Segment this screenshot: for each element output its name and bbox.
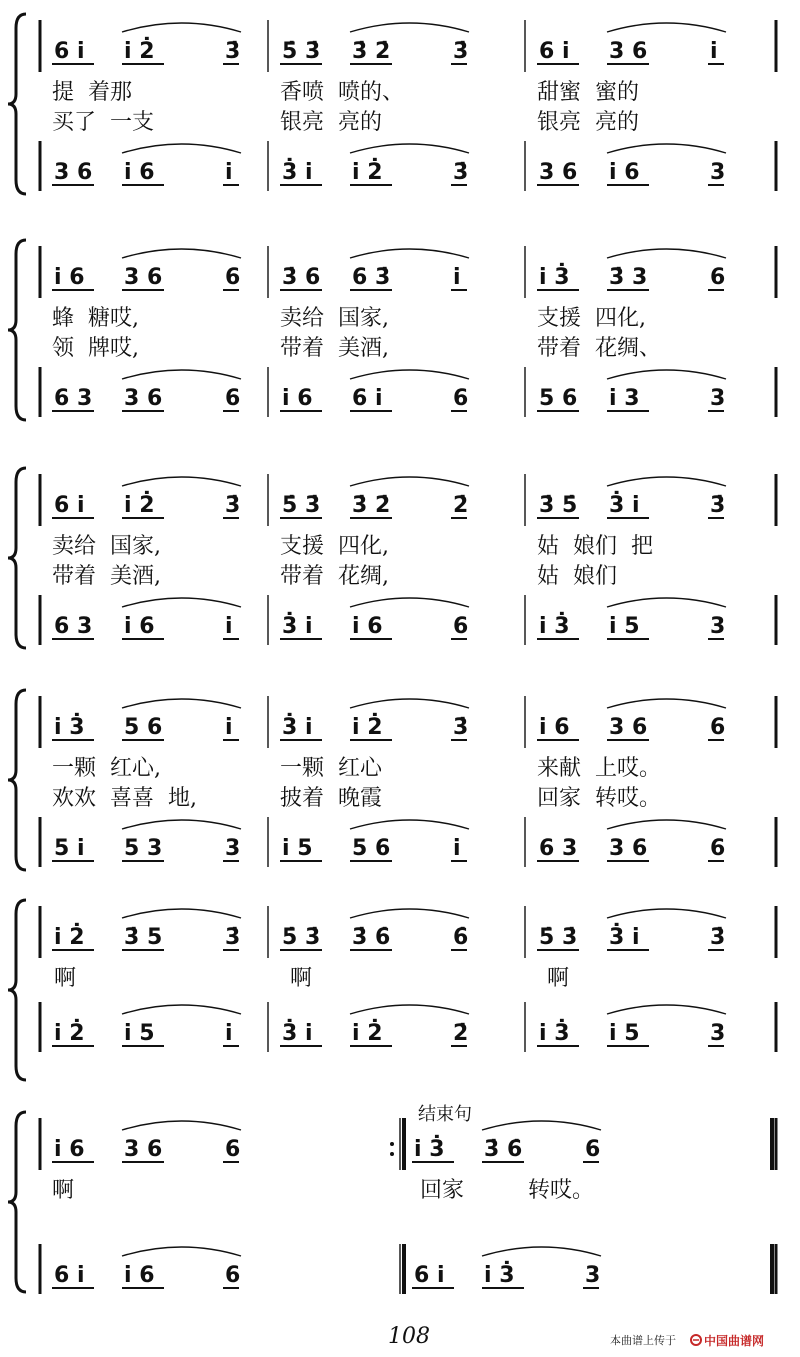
upper-note-group: 3̇	[453, 715, 469, 740]
lower-note-group: 5 3	[124, 836, 163, 861]
slur	[607, 598, 726, 607]
score-systems	[8, 14, 776, 1294]
lyric-line-1: 卖给 国家,	[280, 306, 389, 331]
lower-note-group: 6	[225, 386, 241, 411]
lyric-line-1: 提 着那	[52, 80, 132, 105]
section-label-ending: 结束句	[418, 1104, 472, 1125]
lower-note-group: 3	[710, 160, 726, 185]
slur	[350, 1005, 469, 1014]
upper-note-group: i 6	[54, 265, 85, 290]
slur	[350, 249, 469, 258]
slur	[607, 23, 726, 32]
lyric-line-2: 带着 美酒,	[52, 564, 161, 589]
upper-note-group: 3̇ 5	[124, 925, 163, 950]
lyric-line-1: 蜂 糖哎,	[52, 306, 139, 331]
upper-note-group: 6 3̇	[352, 265, 391, 290]
slur	[350, 699, 469, 708]
score-system	[8, 1112, 776, 1294]
lyric-line-2: 银亮 亮的	[280, 110, 382, 135]
lower-note-group: i 3	[609, 386, 640, 411]
upper-note-group: 3̇	[710, 925, 726, 950]
upper-note-group: 3 6	[609, 715, 648, 740]
slur	[122, 909, 241, 918]
lower-note-group: 3 6	[539, 160, 578, 185]
lower-note-group: i 3̇	[539, 614, 570, 639]
lower-note-group: i 6	[124, 1263, 155, 1288]
lower-note-group: i 2̇	[352, 1021, 383, 1046]
lower-note-group: 5 i	[54, 836, 85, 861]
upper-note-group: 6 i	[539, 39, 570, 64]
footer-upload-text: 本曲谱上传于	[610, 1334, 676, 1347]
lower-note-group: i	[225, 1021, 233, 1046]
upper-note-group: i 3̇	[539, 265, 570, 290]
slur	[482, 1121, 601, 1130]
slur	[122, 23, 241, 32]
lyric-line-2: 买了 一支	[52, 110, 154, 135]
lyric-line-1: 来献 上哎。	[537, 756, 661, 781]
slur	[122, 249, 241, 258]
lower-note-group: 6 3	[539, 836, 578, 861]
system-brace	[8, 1112, 26, 1292]
lower-note-group: i 3̇	[484, 1263, 515, 1288]
lyric-line-1: 甜蜜 蜜的	[537, 80, 639, 105]
upper-note-group: 5̇ 3̇	[539, 925, 578, 950]
lower-note-group: i 2̇	[54, 1021, 85, 1046]
upper-note-group: i	[453, 265, 461, 290]
slur	[607, 477, 726, 486]
lower-note-group: i 5	[609, 1021, 640, 1046]
lyric-line-2: 带着 花绸,	[280, 564, 389, 589]
slur	[482, 1247, 601, 1256]
upper-note-group: 6̇	[453, 925, 469, 950]
lower-note-group: 3	[225, 836, 241, 861]
slur	[122, 1005, 241, 1014]
lyric-line-2: 带着 花绸、	[537, 336, 661, 361]
slur	[607, 370, 726, 379]
lower-note-group: 2̇	[453, 1021, 469, 1046]
lyric-line-2: 披着 晚霞	[280, 786, 382, 811]
score-system	[8, 14, 776, 194]
upper-note-group: 3̇ 2̇	[352, 39, 391, 64]
lower-note-group: 5 6	[539, 386, 578, 411]
slur	[122, 370, 241, 379]
lyric-line-1: 啊	[547, 966, 570, 991]
upper-note-group: i 2̇	[352, 715, 383, 740]
lower-note-group: i 6	[124, 614, 155, 639]
upper-note-group: 2̇	[453, 493, 469, 518]
lyric-line-2: 领 牌哎,	[52, 336, 139, 361]
slur	[350, 820, 469, 829]
lyric-line-1: 回家	[420, 1178, 465, 1203]
upper-note-group: 3 6	[609, 39, 648, 64]
system-brace	[8, 900, 26, 1080]
lower-note-group: i	[453, 836, 461, 861]
slur	[607, 144, 726, 153]
score-system	[8, 468, 776, 648]
lyric-line-1: 一颗 红心,	[52, 756, 161, 781]
slur	[122, 144, 241, 153]
lower-note-group: 3	[710, 614, 726, 639]
upper-note-group: i 3̇	[54, 715, 85, 740]
upper-note-group: 5̇ 3̇	[282, 925, 321, 950]
system-brace	[8, 14, 26, 194]
lower-note-group: i 5	[609, 614, 640, 639]
repeat-dot	[390, 1142, 394, 1146]
lyric-line-2: 银亮 亮的	[537, 110, 639, 135]
lower-note-group: i 2̇	[352, 160, 383, 185]
lower-note-group: 6 3	[54, 386, 93, 411]
lower-note-group: i 6	[282, 386, 313, 411]
slur	[122, 1121, 241, 1130]
slur	[350, 598, 469, 607]
slur	[350, 477, 469, 486]
slur	[122, 699, 241, 708]
lower-note-group: 6	[225, 1263, 241, 1288]
lyric-line-2: 姑 娘们	[537, 564, 617, 589]
lower-note-group: i 6	[352, 614, 383, 639]
lower-note-group: 3 6	[124, 386, 163, 411]
upper-note-group: i 2̇	[124, 39, 155, 64]
upper-note-group: 6 i	[54, 39, 85, 64]
system-brace	[8, 468, 26, 648]
upper-note-group: i 6	[539, 715, 570, 740]
lower-note-group: 6	[710, 836, 726, 861]
lyric-line-1: 香喷 喷的、	[280, 80, 404, 105]
upper-note-group: 6	[710, 715, 726, 740]
lower-note-group: i 6	[124, 160, 155, 185]
upper-note-group: 3̇ 6	[282, 265, 321, 290]
lower-note-group: i 3̇	[539, 1021, 570, 1046]
lyric-line-1: 卖给 国家,	[52, 534, 161, 559]
slur	[607, 909, 726, 918]
lyric-line-1: 啊	[290, 966, 313, 991]
upper-note-group: i 2̇	[124, 493, 155, 518]
lower-note-group: 5 6	[352, 836, 391, 861]
upper-note-group: 3̇ 6̇	[484, 1137, 523, 1162]
lower-note-group: 6	[453, 614, 469, 639]
page-number: 108	[388, 1324, 430, 1349]
slur	[607, 820, 726, 829]
repeat-dot	[390, 1152, 394, 1156]
lower-note-group: 3	[585, 1263, 601, 1288]
lyric-line-2: 带着 美酒,	[280, 336, 389, 361]
lower-note-group: 3̇	[453, 160, 469, 185]
lower-note-group: 6 i	[352, 386, 383, 411]
lower-note-group: 3̇ i	[282, 614, 313, 639]
upper-note-group: 3̇	[710, 493, 726, 518]
upper-note-group: 6	[225, 265, 241, 290]
lower-note-group: 3	[710, 1021, 726, 1046]
site-logo-icon	[691, 1335, 701, 1345]
upper-note-group: 3̇	[453, 39, 469, 64]
upper-note-group: 3 6	[124, 265, 163, 290]
lyric-line-2: 回家 转哎。	[537, 786, 661, 811]
upper-note-group: 5 6	[124, 715, 163, 740]
upper-note-group: 6	[710, 265, 726, 290]
upper-note-group: 3̇ i	[282, 715, 313, 740]
slur	[122, 1247, 241, 1256]
slur	[350, 370, 469, 379]
upper-note-group: 6	[225, 1137, 241, 1162]
lower-note-group: 3̇ i	[282, 1021, 313, 1046]
upper-note-group: 3̇ i	[609, 493, 640, 518]
slur	[350, 909, 469, 918]
lower-note-group: i 5	[282, 836, 313, 861]
lower-note-group: 3 6	[609, 836, 648, 861]
lyric-line-1: 一颗 红心	[280, 756, 382, 781]
lyric-line-1: 姑 娘们 把	[537, 534, 653, 559]
score-system	[8, 900, 776, 1080]
upper-note-group: 3 6	[124, 1137, 163, 1162]
lower-note-group: 6	[453, 386, 469, 411]
system-brace	[8, 240, 26, 420]
lyric-line-2: 欢欢 喜喜 地,	[52, 786, 197, 811]
upper-note-group: 3̇ 5̇	[539, 493, 578, 518]
slur	[122, 820, 241, 829]
upper-note-group: i 6	[54, 1137, 85, 1162]
lyric-line-1: 啊	[52, 1178, 75, 1203]
lyric-line-1: 支援 四化,	[537, 306, 646, 331]
lyric-line-1: 支援 四化,	[280, 534, 389, 559]
upper-note-group: 5̇ 3̇	[282, 493, 321, 518]
slur	[607, 1005, 726, 1014]
upper-note-group: 3̇ 3	[609, 265, 648, 290]
lower-note-group: 6 i	[54, 1263, 85, 1288]
lyric-line-1: 啊	[54, 966, 77, 991]
upper-note-group: 3̇	[225, 493, 241, 518]
footer-brand: 中国曲谱网	[704, 1334, 765, 1348]
lyric-line-1: 转哎。	[528, 1178, 595, 1203]
upper-note-group: i	[710, 39, 718, 64]
lower-note-group: 6 3	[54, 614, 93, 639]
lower-note-group: 6 i	[414, 1263, 445, 1288]
lower-note-group: i	[225, 614, 233, 639]
lower-note-group: 3 6	[54, 160, 93, 185]
upper-note-group: 3̇ 6̇	[352, 925, 391, 950]
system-brace	[8, 690, 26, 870]
slur	[350, 23, 469, 32]
lower-note-group: 3	[710, 386, 726, 411]
lower-note-group: 3̇ i	[282, 160, 313, 185]
lower-note-group: i 5	[124, 1021, 155, 1046]
upper-note-group: i	[225, 715, 233, 740]
slur	[350, 144, 469, 153]
lower-note-group: i	[225, 160, 233, 185]
slur	[122, 477, 241, 486]
slur	[607, 249, 726, 258]
lower-note-group: i 6	[609, 160, 640, 185]
score-system	[8, 690, 776, 870]
upper-note-group: 3̇ 2̇	[352, 493, 391, 518]
upper-note-group: 3̇	[225, 925, 241, 950]
upper-note-group: 5̇ 3̇	[282, 39, 321, 64]
score-system	[8, 240, 776, 420]
upper-note-group: 6	[585, 1137, 601, 1162]
upper-note-group: 6 i	[54, 493, 85, 518]
upper-note-group: 3̇	[225, 39, 241, 64]
slur	[122, 598, 241, 607]
slur	[607, 699, 726, 708]
upper-note-group: i 2̇	[54, 925, 85, 950]
upper-note-group: 3̇ i	[609, 925, 640, 950]
upper-note-group: i 3̇	[414, 1137, 445, 1162]
